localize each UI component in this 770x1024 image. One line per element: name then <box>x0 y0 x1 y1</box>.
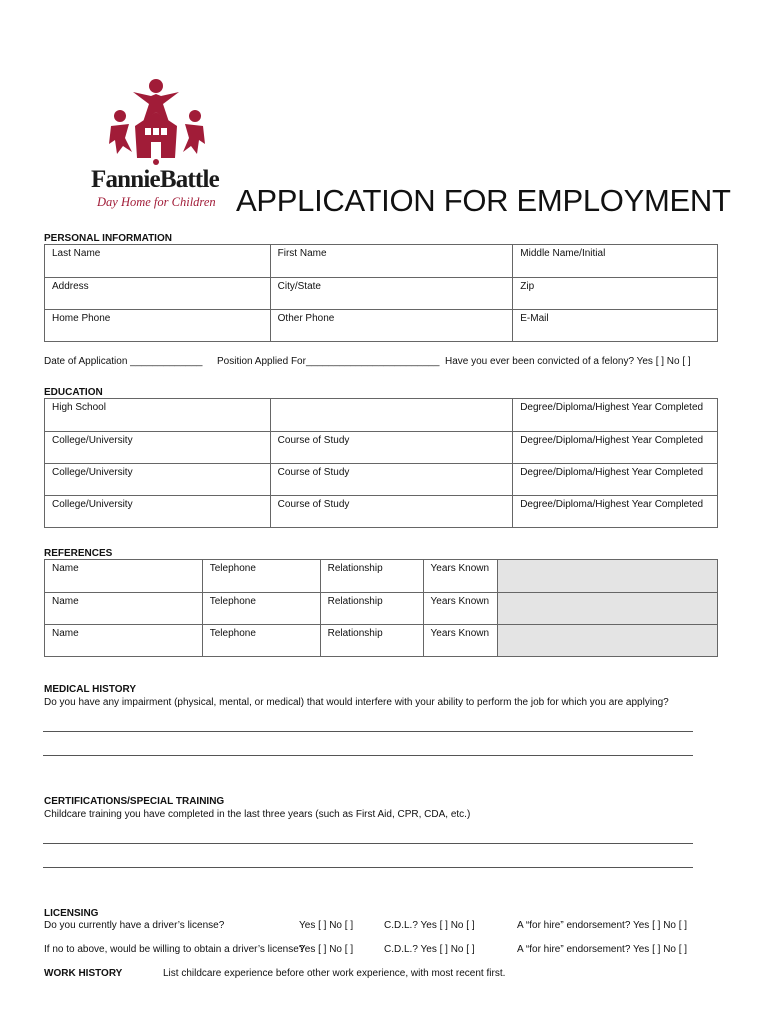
reference-relationship-field[interactable]: Relationship <box>320 593 423 625</box>
college-field[interactable]: College/University <box>45 432 271 464</box>
brand-name: FannieBattle <box>91 166 219 193</box>
course-of-study-field[interactable]: Course of Study <box>270 464 513 496</box>
degree-field[interactable]: Degree/Diploma/Highest Year Completed <box>513 399 718 432</box>
middle-name-field[interactable]: Middle Name/Initial <box>513 245 718 278</box>
work-history-note: List childcare experience before other work experience, with most recent first. <box>163 968 506 979</box>
reference-telephone-field[interactable]: Telephone <box>202 593 320 625</box>
obtain-cdl-yes-no[interactable]: C.D.L.? Yes [ ] No [ ] <box>384 944 475 955</box>
license-question: Do you currently have a driver’s license? <box>44 920 225 931</box>
obtain-license-question: If no to above, would be willing to obtain a driver’s license? <box>44 944 305 955</box>
first-name-field[interactable]: First Name <box>270 245 513 278</box>
reference-name-field[interactable]: Name <box>45 625 203 657</box>
high-school-course-field[interactable] <box>270 399 513 432</box>
table-row <box>45 593 718 625</box>
degree-field[interactable]: Degree/Diploma/Highest Year Completed <box>513 464 718 496</box>
license-yes-no[interactable]: Yes [ ] No [ ] <box>299 920 354 931</box>
table-row <box>45 560 718 593</box>
reference-relationship-field[interactable]: Relationship <box>320 560 423 593</box>
medical-answer-line[interactable] <box>43 731 693 732</box>
certifications-heading: CERTIFICATIONS/SPECIAL TRAINING <box>44 796 225 807</box>
obtain-for-hire-yes-no[interactable]: A “for hire” endorsement? Yes [ ] No [ ] <box>517 944 688 955</box>
page-title: APPLICATION FOR EMPLOYMENT <box>236 183 731 218</box>
degree-field[interactable]: Degree/Diploma/Highest Year Completed <box>513 496 718 528</box>
table-row <box>45 464 718 496</box>
logo <box>85 78 235 213</box>
table-row <box>45 278 718 310</box>
brand-tagline: Day Home for Children <box>97 195 216 209</box>
shaded-cell <box>498 625 718 657</box>
position-applied-for[interactable]: Position Applied For________________________ <box>217 356 440 367</box>
reference-name-field[interactable]: Name <box>45 593 203 625</box>
shaded-cell <box>498 593 718 625</box>
medical-heading: MEDICAL HISTORY <box>44 684 137 695</box>
certifications-answer-line[interactable] <box>43 867 693 868</box>
reference-name-field[interactable]: Name <box>45 560 203 593</box>
course-of-study-field[interactable]: Course of Study <box>270 432 513 464</box>
course-of-study-field[interactable]: Course of Study <box>270 496 513 528</box>
medical-answer-line[interactable] <box>43 755 693 756</box>
reference-telephone-field[interactable]: Telephone <box>202 560 320 593</box>
table-row <box>45 399 718 432</box>
table-row <box>45 245 718 278</box>
education-heading: EDUCATION <box>44 387 103 398</box>
reference-relationship-field[interactable]: Relationship <box>320 625 423 657</box>
cdl-yes-no[interactable]: C.D.L.? Yes [ ] No [ ] <box>384 920 475 931</box>
work-history-heading: WORK HISTORY <box>44 968 123 979</box>
children-house-logo-icon <box>85 78 235 168</box>
certifications-answer-line[interactable] <box>43 843 693 844</box>
reference-telephone-field[interactable]: Telephone <box>202 625 320 657</box>
table-row <box>45 432 718 464</box>
zip-field[interactable]: Zip <box>513 278 718 310</box>
medical-question: Do you have any impairment (physical, mental, or medical) that would interfere with your ability to perform the job for which you are applying? <box>44 697 669 708</box>
city-state-field[interactable]: City/State <box>270 278 513 310</box>
references-heading: REFERENCES <box>44 548 113 559</box>
obtain-license-yes-no[interactable]: Yes [ ] No [ ] <box>299 944 354 955</box>
last-name-field[interactable]: Last Name <box>45 245 271 278</box>
college-field[interactable]: College/University <box>45 496 271 528</box>
table-row <box>45 625 718 657</box>
for-hire-yes-no[interactable]: A “for hire” endorsement? Yes [ ] No [ ] <box>517 920 688 931</box>
reference-years-known-field[interactable]: Years Known <box>423 560 498 593</box>
date-of-application[interactable]: Date of Application _____________ <box>44 356 203 367</box>
reference-years-known-field[interactable]: Years Known <box>423 593 498 625</box>
education-table <box>44 398 718 528</box>
felony-question[interactable]: Have you ever been convicted of a felony? Yes [ ] No [ ] <box>445 356 691 367</box>
high-school-field[interactable]: High School <box>45 399 271 432</box>
personal-heading: PERSONAL INFORMATION <box>44 233 172 244</box>
licensing-heading: LICENSING <box>44 908 99 919</box>
table-row <box>45 310 718 342</box>
table-row <box>45 496 718 528</box>
address-field[interactable]: Address <box>45 278 271 310</box>
references-table <box>44 559 718 657</box>
certifications-question: Childcare training you have completed in the last three years (such as First Aid, CPR, CDA, etc.) <box>44 809 471 820</box>
home-phone-field[interactable]: Home Phone <box>45 310 271 342</box>
other-phone-field[interactable]: Other Phone <box>270 310 513 342</box>
email-field[interactable]: E-Mail <box>513 310 718 342</box>
degree-field[interactable]: Degree/Diploma/Highest Year Completed <box>513 432 718 464</box>
shaded-cell <box>498 560 718 593</box>
reference-years-known-field[interactable]: Years Known <box>423 625 498 657</box>
personal-table <box>44 244 718 342</box>
college-field[interactable]: College/University <box>45 464 271 496</box>
